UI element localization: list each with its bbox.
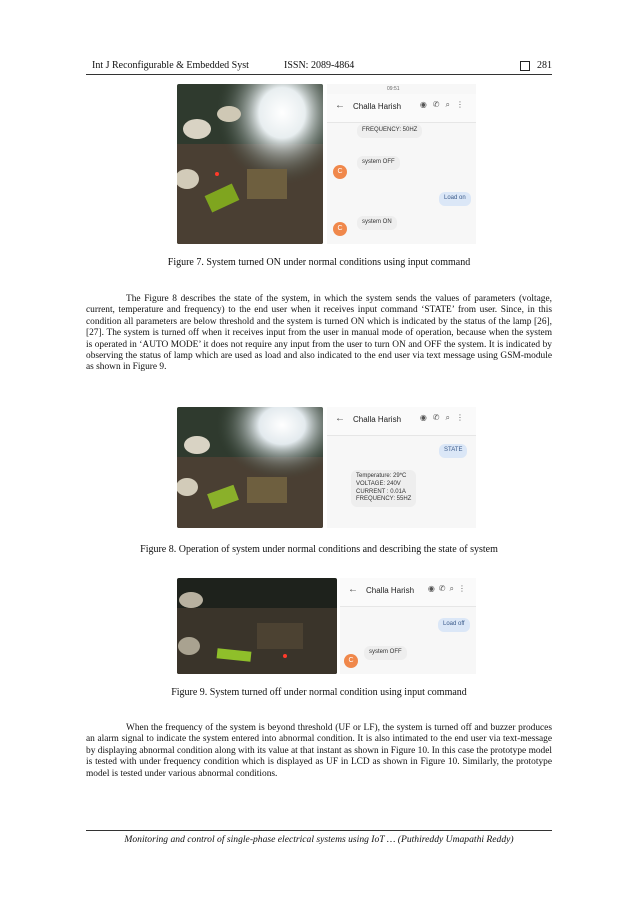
figure-8-caption: Figure 8. Operation of system under normal conditions and describing the state of system	[140, 544, 498, 555]
contact-name: Challa Harish	[366, 586, 415, 595]
page-number: 281	[537, 60, 552, 71]
body-paragraph-2: When the frequency of the system is beyond threshold (UF or LF), the system is turned off and buzzer produces an alarm signal to indicate the system entered into abnormal condition. It is also intimated to the end user via text-message by displaying abnormal condition along with its value at that instant as shown in Figure 10. In this case the prototype model is tested with under frequency condition which is displayed as UF in LCD as shown in Figure 10. Similarly, the prototype model is tested under various abnormal conditions.	[86, 723, 552, 779]
back-arrow-icon[interactable]: ←	[348, 584, 358, 595]
contact-name: Challa Harish	[353, 415, 402, 424]
body-paragraph-1: The Figure 8 describes the state of the system, in which the system sends the values of parameters (voltage, current, temperature and frequency) to the end user when it receives input command ‘STATE’ from user. Since, in this condition all parameters are below threshold and the system is turned ON which is indicated by the status of the lamp [26], [27]. The system is turned off when it receives input from the user in manual mode of operation, because when the system is operated in ‘AUTO MODE’ it does not require any input from the user to turn ON and OFF the system. It is indicated by observing the status of lamp which are used as load and also indicated to the end user via text message using GSM-module as shown in Figure 9.	[86, 294, 552, 373]
chat-action-icons[interactable]: ◉✆⌕⋮	[427, 584, 470, 593]
chat-header	[327, 94, 476, 123]
journal-name: Int J Reconfigurable & Embedded Syst	[92, 60, 249, 71]
chat-header	[327, 407, 476, 436]
message-bubble-outgoing: Load off	[438, 618, 470, 632]
avatar: C	[333, 165, 347, 179]
figure-9-caption: Figure 9. System turned off under normal condition using input command	[171, 687, 467, 698]
figure-9-phone-screenshot	[340, 578, 476, 674]
message-bubble: system OFF	[357, 156, 400, 170]
chat-action-icons[interactable]: ◉✆⌕⋮	[419, 413, 470, 422]
message-bubble: system OFF	[364, 646, 407, 660]
message-line: FREQUENCY: 55HZ	[356, 496, 412, 503]
message-line: Temperature: 29*C	[356, 473, 407, 479]
running-footer: Monitoring and control of single-phase electrical systems using IoT … (Puthireddy Umapathi Reddy)	[124, 834, 514, 845]
figure-8-photo	[177, 407, 323, 528]
footer-rule	[86, 830, 552, 831]
figure-7-phone-screenshot	[327, 84, 476, 244]
issn: ISSN: 2089-4864	[284, 60, 355, 71]
message-bubble-outgoing: STATE	[439, 444, 467, 458]
chat-action-icons[interactable]: ◉✆⌕⋮	[419, 100, 470, 109]
chat-header	[340, 578, 476, 607]
contact-name: Challa Harish	[353, 102, 402, 111]
message-bubble: system ON	[357, 216, 397, 230]
status-time: 09:51	[387, 86, 400, 92]
figure-7-caption: Figure 7. System turned ON under normal conditions using input command	[167, 257, 471, 268]
message-bubble-state	[351, 470, 416, 507]
avatar: C	[333, 222, 347, 236]
back-arrow-icon[interactable]: ←	[335, 413, 345, 424]
figure-7-photo	[177, 84, 323, 244]
message-bubble: FREQUENCY: 50HZ	[357, 124, 422, 138]
checkbox-square-icon	[520, 61, 530, 71]
running-header	[86, 60, 552, 74]
header-rule	[86, 74, 552, 75]
figure-9-photo	[177, 578, 337, 674]
figure-8-phone-screenshot	[327, 407, 476, 528]
message-line: CURRENT : 0.01A	[356, 488, 406, 495]
message-bubble-outgoing: Load on	[439, 192, 471, 206]
back-arrow-icon[interactable]: ←	[335, 100, 345, 111]
message-line: VOLTAGE: 240V	[356, 480, 401, 487]
avatar: C	[344, 654, 358, 668]
